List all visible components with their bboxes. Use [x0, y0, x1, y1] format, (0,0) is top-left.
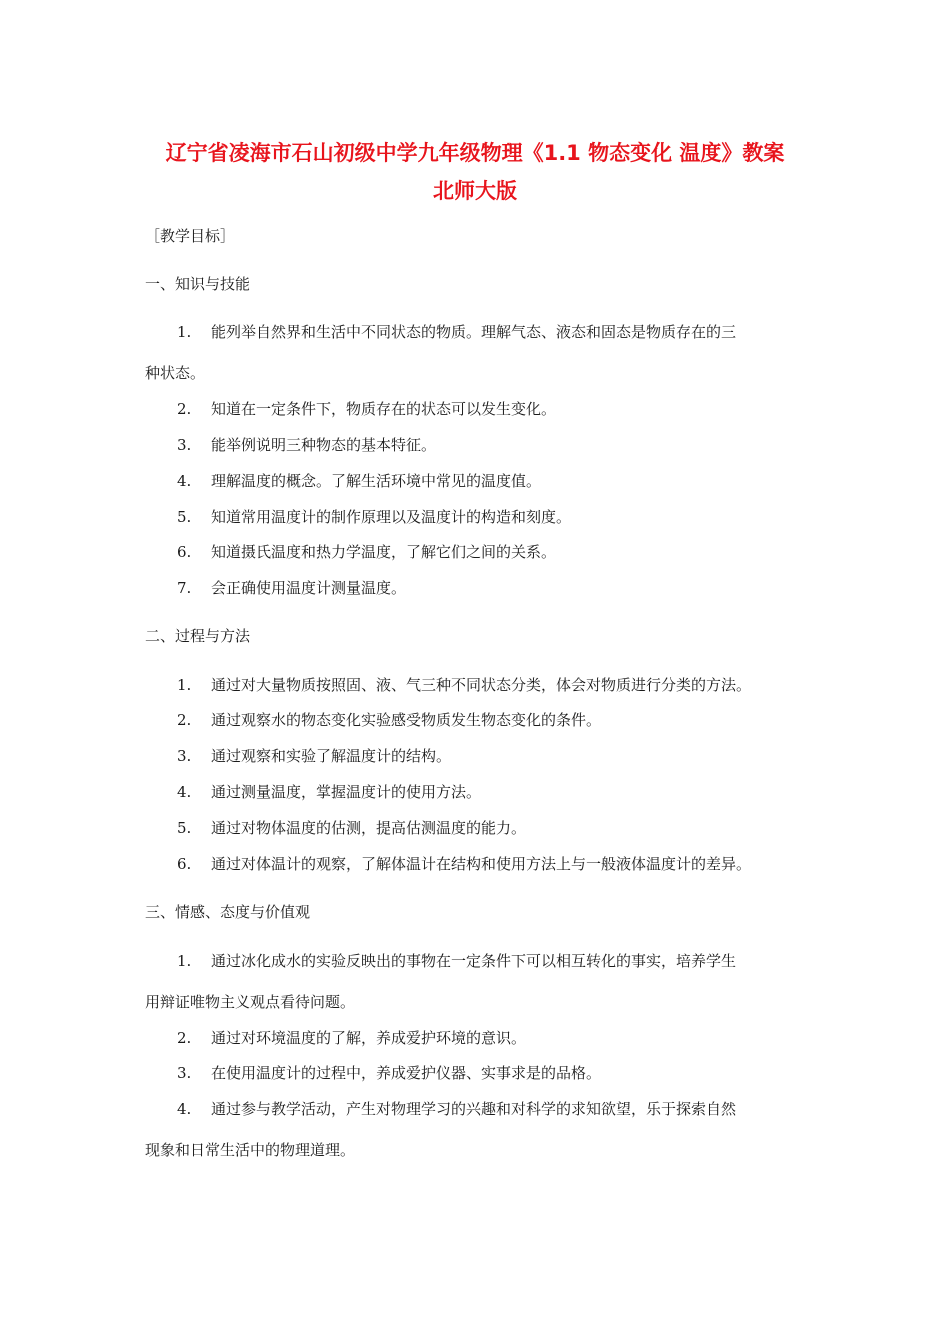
list-item	[177, 1098, 736, 1120]
item-number: 6.	[177, 543, 192, 561]
list-item	[177, 398, 556, 420]
item-text: 在使用温度计的过程中，养成爱护仪器、实事求是的品格。	[211, 1064, 602, 1082]
list-item-continuation: 现象和日常生活中的物理道理。	[145, 1141, 356, 1159]
item-number: 1.	[177, 676, 192, 694]
item-number: 5.	[177, 819, 192, 837]
item-text: 通过参与教学活动，产生对物理学习的兴趣和对科学的求知欲望，乐于探索自然	[211, 1100, 737, 1118]
item-text: 通过对环境温度的了解，养成爱护环境的意识。	[211, 1029, 527, 1047]
list-item	[177, 817, 526, 839]
item-number: 3.	[177, 436, 192, 454]
item-number: 6.	[177, 855, 192, 873]
item-text: 知道在一定条件下，物质存在的状态可以发生变化。	[211, 400, 557, 418]
item-number: 2.	[177, 711, 192, 729]
item-number: 2.	[177, 400, 192, 418]
list-item	[177, 1062, 601, 1084]
item-text: 通过冰化成水的实验反映出的事物在一定条件下可以相互转化的事实，培养学生	[211, 952, 737, 970]
item-text: 通过对大量物质按照固、液、气三种不同状态分类，体会对物质进行分类的方法。	[211, 676, 752, 694]
title-line-1: 辽宁省凌海市石山初级中学九年级物理《1.1 物态变化 温度》教案	[165, 141, 785, 165]
section-heading: 二、过程与方法	[145, 627, 251, 645]
item-number: 1.	[177, 952, 192, 970]
list-item	[177, 709, 601, 731]
item-number: 3.	[177, 1064, 192, 1082]
item-number: 7.	[177, 579, 192, 597]
item-text: 会正确使用温度计测量温度。	[211, 579, 407, 597]
item-number: 4.	[177, 783, 192, 801]
list-item	[177, 745, 451, 767]
list-item	[177, 541, 556, 563]
document-title	[120, 134, 830, 210]
list-item	[177, 470, 541, 492]
item-number: 1.	[177, 323, 192, 341]
list-item-continuation: 种状态。	[145, 364, 206, 382]
item-text: 通过观察水的物态变化实验感受物质发生物态变化的条件。	[211, 711, 602, 729]
item-number: 4.	[177, 1100, 192, 1118]
item-text: 知道摄氏温度和热力学温度，了解它们之间的关系。	[211, 543, 557, 561]
list-item	[177, 1027, 526, 1049]
objectives-heading: ［教学目标］	[145, 227, 236, 245]
section-heading: 三、情感、态度与价值观	[145, 903, 311, 921]
item-number: 4.	[177, 472, 192, 490]
list-item	[177, 853, 751, 875]
list-item	[177, 950, 736, 972]
item-text: 理解温度的概念。了解生活环境中常见的温度值。	[211, 472, 542, 490]
list-item	[177, 506, 571, 528]
list-item	[177, 434, 436, 456]
item-text: 能列举自然界和生活中不同状态的物质。理解气态、液态和固态是物质存在的三	[211, 323, 737, 341]
item-text: 通过测量温度，掌握温度计的使用方法。	[211, 783, 482, 801]
item-number: 2.	[177, 1029, 192, 1047]
item-number: 5.	[177, 508, 192, 526]
item-text: 通过观察和实验了解温度计的结构。	[211, 747, 452, 765]
list-item	[177, 321, 736, 343]
list-item	[177, 674, 751, 696]
item-text: 知道常用温度计的制作原理以及温度计的构造和刻度。	[211, 508, 572, 526]
list-item-continuation: 用辩证唯物主义观点看待问题。	[145, 993, 356, 1011]
item-text: 通过对物体温度的估测，提高估测温度的能力。	[211, 819, 527, 837]
item-number: 3.	[177, 747, 192, 765]
list-item	[177, 781, 481, 803]
item-text: 通过对体温计的观察，了解体温计在结构和使用方法上与一般液体温度计的差异。	[211, 855, 752, 873]
item-text: 能举例说明三种物态的基本特征。	[211, 436, 437, 454]
section-heading: 一、知识与技能	[145, 275, 251, 293]
title-line-2: 北师大版	[433, 179, 517, 203]
list-item	[177, 577, 406, 599]
